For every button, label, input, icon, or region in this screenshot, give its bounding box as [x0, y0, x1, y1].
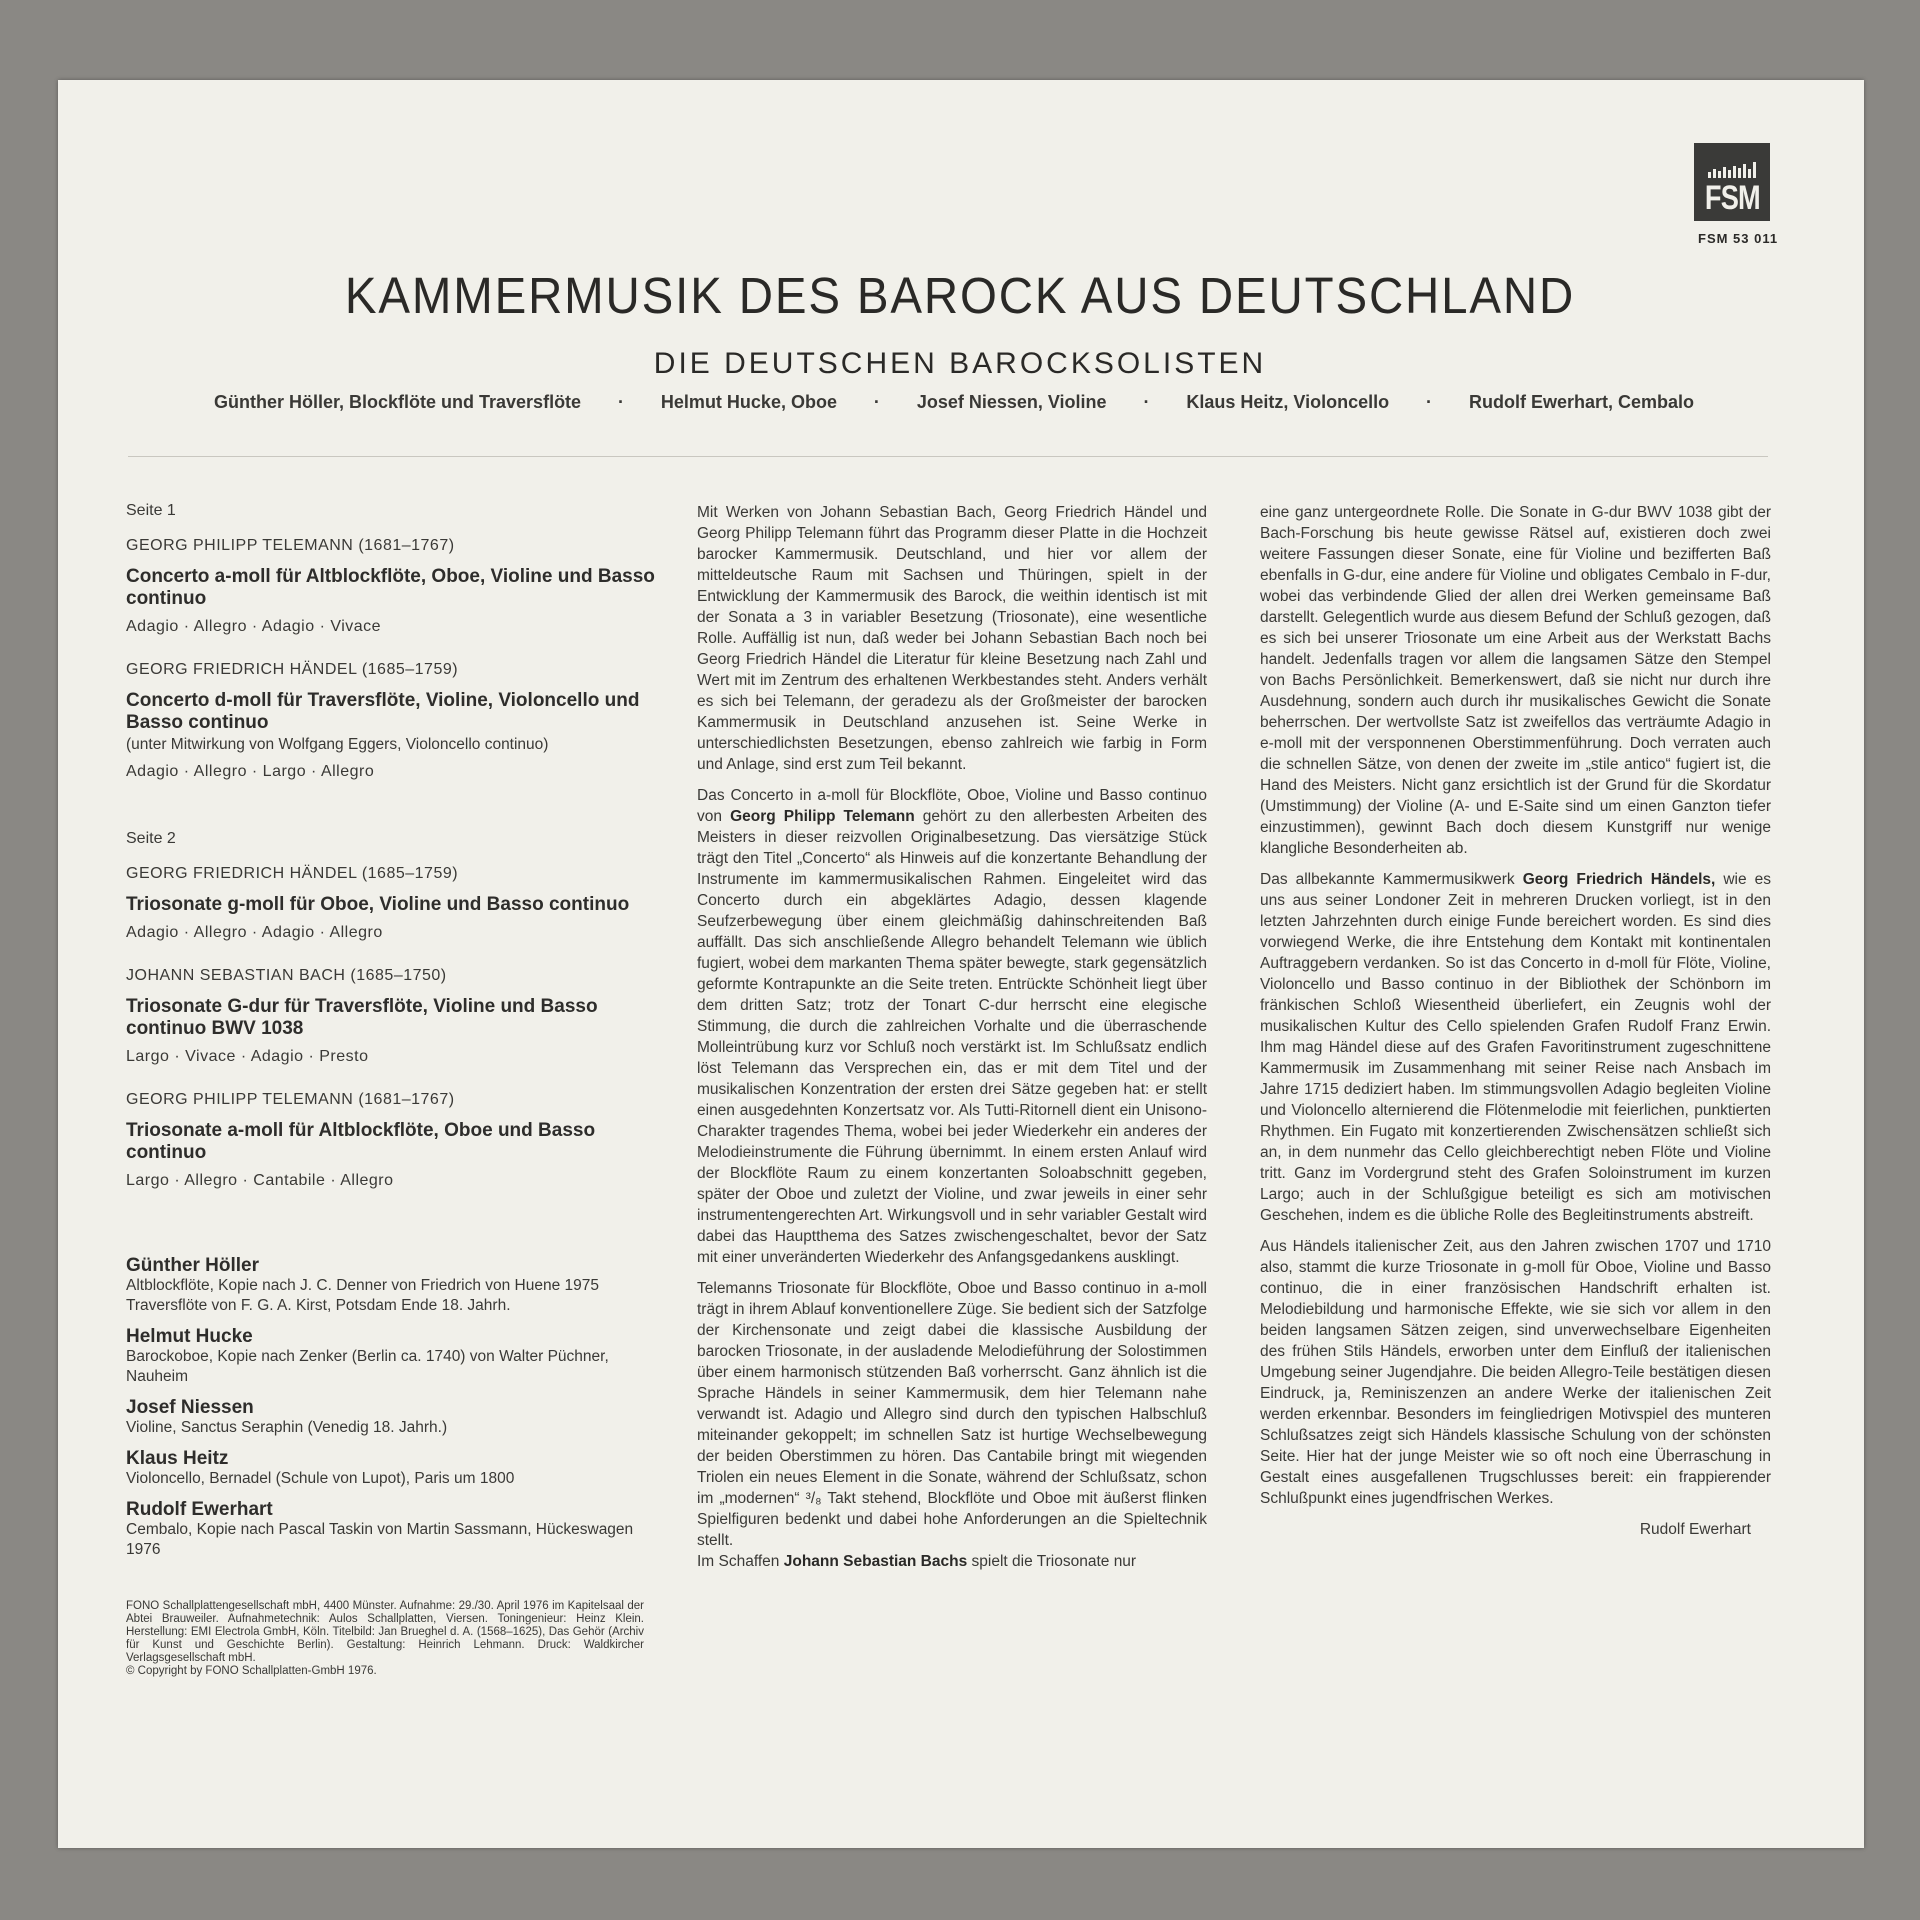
composer-years: (1681–1767) — [358, 1091, 455, 1108]
work-title: Triosonate a-moll für Altblockflöte, Oboe und Basso continuo — [126, 1120, 596, 1163]
composer-line — [126, 535, 656, 556]
separator-dot: · — [618, 392, 624, 412]
instrument-text: Altblockflöte, Kopie nach J. C. Denner von Friedrich von Huene 1975 — [126, 1277, 600, 1294]
bold-text: Johann Sebastian Bachs — [783, 1553, 968, 1570]
composer-name: GEORG FRIEDRICH HÄNDEL — [126, 661, 357, 678]
paragraph: Mit Werken von Johann Sebastian Bach, Georg Friedrich Händel und Georg Philipp Telemann führt das Programm dieser Platte in die Hochzeit barocker Kammermusik. Deutschland, und hier vor allem der mitteldeutsche Raum mit Sachsen und Thüringen, spielt in der Entwicklung der Kammermusik des Barock, die weithin identisch ist mit der Sonata a 3 in variabler Besetzung (Triosonate), eine wesentliche Rolle. Auffällig ist nun, daß weder bei Johann Sebastian Bach noch bei Georg Friedrich Händel die Literatur für kleine Besetzung nach Zahl und Wert mit im Zentrum des erhaltenen Werkbestandes steht. Anders verhält es sich bei Telemann, der geradezu als der Großmeister der barocken Kammermusik in Deutschland anzusehen ist. Seine Werke in unterschiedlichsten Besetzungen, ebenso zahlreich wie farbig in Form und Anlage, sind erst zum Teil bekannt. — [697, 504, 1207, 773]
performer-list — [214, 392, 1694, 413]
text: Das allbekannte Kammermusikwerk — [1260, 871, 1523, 888]
composer-name: GEORG PHILIPP TELEMANN — [126, 1091, 354, 1108]
production-credits — [126, 1600, 644, 1678]
performer: Klaus Heitz, Violoncello — [1186, 392, 1390, 412]
work-note: (unter Mitwirkung von Wolfgang Eggers, Violoncello continuo) — [126, 736, 549, 753]
paragraph: eine ganz untergeordnete Rolle. Die Sonate in G-dur BWV 1038 gibt der Bach-Forschung bis heute gewisse Rätsel auf, existieren doch zwei weitere Fassungen dieser Sonate, eine für Violine und bezifferten Baß ebenfalls in G-dur, eine andere für Violine und obligates Cembalo in F-dur, wobei das verbindende Glied der allen drei Werken gemeinsame Baß darstellt. Gelegentlich wurde aus diesem Befund der Schluß gezogen, daß es sich bei unserer Triosonate um eine Arbeit aus der Werkstatt Bachs handelt. Jedenfalls tragen vor allem die langsamen Sätze den Stempel von Bachs Persönlichkeit. Bemerkenswert, daß sie nicht nur durch ihre Ausdehnung, sondern auch durch ihr musikalisches Gewicht die Sonate beherrschen. Der wertvollste Satz ist zweifellos das verträumte Adagio in e-moll mit der versponnenen Oberstimmenführung. Doch verraten auch die schnellen Sätze, von denen der zweite im „stile antico“ fugiert ist, die Hand des Meisters. Nicht ganz ersichtlich ist der Grund für die Skordatur (Umstimmung) der Violine (A- und E-Saite sind um einen Ganzton tiefer einzustimmen), gewinnt Bach doch diesem Kunstgriff nur wenige klangliche Besonderheiten ab. — [1260, 504, 1771, 857]
paragraph — [697, 1551, 1207, 1572]
musician-name: Helmut Hucke — [126, 1326, 253, 1347]
work-title: Triosonate G-dur für Traversflöte, Violine und Basso continuo BWV 1038 — [126, 996, 598, 1039]
logo-bars-icon — [1708, 162, 1756, 178]
composer-line — [126, 1089, 656, 1110]
logo-text: FSM — [1704, 179, 1760, 217]
work-title: Concerto a-moll für Altblockflöte, Oboe, Violine und Basso continuo — [126, 566, 655, 609]
composer-line — [126, 659, 656, 680]
composer-name: GEORG PHILIPP TELEMANN — [126, 537, 354, 554]
side-label: Seite 1 — [126, 502, 176, 519]
musician-name: Josef Niessen — [126, 1397, 254, 1418]
performer: Rudolf Ewerhart, Cembalo — [1468, 392, 1694, 412]
text: spielt die Triosonate nur — [967, 1553, 1137, 1570]
musician-name: Klaus Heitz — [126, 1448, 229, 1469]
catalog-number: FSM 53 011 — [1698, 231, 1779, 246]
movements: Largo · Vivace · Adagio · Presto — [126, 1048, 369, 1065]
composer-years: (1685–1759) — [361, 865, 459, 882]
performer: Helmut Hucke, Oboe — [660, 392, 837, 412]
text: Das Concerto in a-moll für Blockflöte, Oboe, Violine und Basso continuo von — [697, 787, 1207, 825]
instrument-description: Barockoboe, Kopie nach Zenker (Berlin ca. 1740) von Walter Püchner, Nauheim — [126, 1348, 609, 1385]
credits-text: FONO Schallplattengesellschaft mbH, 4400 Münster. Aufnahme: 29./30. April 1976 im Kapitelsaal der Abtei Brauweiler. Aufnahmetechnik: Aulos Schallplatten, Viersen. Toningenieur: Heinz Klein. Herstellung: EMI Electrola GmbH, Köln. Titelbild: Jan Brueghel d. A. (1568–1625), Das Gehör (Archiv für Kunst und Geschichte Berlin). Gestaltung: Heinrich Lehmann. Druck: Waldkircher Verlagsgesellschaft mbH. — [126, 1600, 644, 1664]
paragraph: Telemanns Triosonate für Blockflöte, Oboe und Basso continuo in a-moll trägt in ihrem Ablauf konventionellere Züge. Sie bedient sich der Satzfolge der Kirchensonate und zeigt dabei die klassische Ausbildung der barocken Triosonate, in der ausladende Melodieführung der Solostimmen über einem harmonisch stützenden Baß vorherrscht. Ganz ähnlich ist die Sprache Händels in seiner Kammermusik, dem hier Telemann nahe verwandt ist. Adagio und Allegro sind durch den typischen Halbschluß miteinander gekoppelt; im schnellen Satz ist hurtige Wechselbewegung der beiden Oberstimmen zu hören. Das Cantabile bringt mit wiegenden Triolen ein neues Element in die Sonate, während der Schlußsatz, schon im „modernen“ ³/₈ Takt stehend, Blockflöte und Oboe mit äußerst flinken Spielfiguren bedenkt und dabei hohe Anforderungen an die Spieltechnik stellt. — [697, 1280, 1207, 1549]
movements: Adagio · Allegro · Largo · Allegro — [126, 763, 375, 780]
work-entry — [126, 1089, 656, 1191]
instrument-description: Cembalo, Kopie nach Pascal Taskin von Martin Sassmann, Hückeswagen 1976 — [126, 1521, 634, 1558]
movements: Adagio · Allegro · Adagio · Allegro — [126, 924, 383, 941]
text: wie es uns aus seiner Londoner Zeit in mehreren Drucken vorliegt, ist in den letzten Jahrzehnten durch einige Funde bereichert worden. Es sind dies vorwiegend Werke, die ihre Entstehung dem Kontakt mit kontinentalen Auftraggebern verdanken. So ist das Concerto in d-moll für Flöte, Violine, Violoncello und Basso continuo in der Bibliothek der Schönborn im fränkischen Schloß Wiesentheid überliefert, ein Zeugnis wohl der musikalischen Kultur des Cello spielenden Grafen Rudolf Franz Erwin. Ihm mag Händel diese auf des Grafen Favoritinstrument zugeschnittene Kammermusik im Zusammenhang mit seiner Reise nach Ansbach im Jahre 1715 dediziert haben. Im stimmungsvollen Adagio begleiten Violine und Violoncello alternierend die Flötenmelodie mit feierlichen, punktierten Rhythmen. Ein Fugato mit konzertierenden Zwischensätzen schließt sich an, in dem nunmehr das Cello gleichberechtigt neben Flöte und Violine tritt. Ganz im Vordergrund steht des Grafen Soloinstrument im kurzen Largo; auch in der Schlußgigue beteiligt es sich am motivischen Geschehen, indem es die übliche Rolle des Begleitinstruments abstreift. — [1260, 871, 1771, 1224]
divider — [128, 456, 1768, 457]
work-title: Concerto d-moll für Traversflöte, Violine, Violoncello und Basso continuo — [126, 690, 640, 733]
paragraph — [1260, 869, 1771, 1226]
instrument-description: Violoncello, Bernadel (Schule von Lupot), Paris um 1800 — [126, 1470, 515, 1487]
liner-notes-column-2 — [697, 502, 1207, 1582]
paragraph: Aus Händels italienischer Zeit, aus den Jahren zwischen 1707 und 1710 also, stammt die kurze Triosonate in g-moll für Oboe, Violine und Basso continuo, die in einer französischen Handschrift erhalten ist. Melodiebildung und harmonische Effekte, wie sie sich vor allem in den beiden langsamen Sätzen zeigen, sind unverwechselbare Eigenheiten des frühen Stils Händels, erworben unter dem Einfluß der italienischen Umgebung seiner Jugendjahre. Die beiden Allegro-Teile bestätigen diesen Eindruck, ja, Reminiszenzen an andere Werke der italienischen Zeit werden erkennbar. Besonders im feingliedrigen Motivspiel des munteren Schlußsatzes zeigt sich Händels klassische Schulung von der schönsten Seite. Hier hat der junge Meister wie so oft noch eine Überraschung in Gestalt eines ausgefallenen Trugschlusses bereit: ein frappierender Schlußpunkt eines jugendfrischen Werkes. — [1260, 1238, 1771, 1507]
text: gehört zu den allerbesten Arbeiten des Meisters in dieser reizvollen Originalbesetzung. Das viersätzige Stück trägt den Titel „Concerto“ als Hinweis auf die konzertante Behandlung der Instrumente im kammermusikalischen Rahmen. Eingeleitet wird das Concerto durch ein abgeklärtes Adagio, dessen klagende Seufzerbewegung über einem gleichmäßig dahinschreitenden Baß auffällt. Das sich anschließende Allegro behandelt Telemann wie üblich fugiert, wobei dem markanten Thema später bewegte, stark gegensätzlich geformte Kontrapunkte an die Seite treten. Entrückte Schönheit liegt über dem dritten Satz; trotz der Tonart C-dur herrscht eine elegische Stimmung, die durch die zahlreichen Vorhalte und die überraschende Molleintrübung kurz vor Schluß noch verstärkt ist. Im Schlußsatz endlich löst Telemann das Versprechen ein, das er mit dem Titel und der musikalischen Konzentration der ersten drei Sätze gegeben hat: er stellt einen ausgedehnten Konzertsatz vor. Als Tutti-Ritornell dient ein Unisono-Charakter tragendes Thema, wobei bei jeder Wiederkehr ein anderes der Melodieinstrumente die Führung übernimmt. In einem ersten Anlauf wird der Blockflöte Raum zu einem konzertanten Soloabschnitt gegeben, später der Oboe und zuletzt der Violine, und zwar jeweils in einer sehr instrumentengerechten Art. Wirkungsvoll und in sehr variabler Gestalt wird dabei das Hauptthema des Satzes zwischengeschaltet, bevor der Satz mit einer unveränderten Wiederkehr des Anfangsgedankens ausklingt. — [697, 808, 1207, 1266]
performer: Günther Höller, Blockflöte und Traversflöte — [214, 392, 582, 412]
side-label: Seite 2 — [126, 830, 176, 847]
bold-text: Georg Philipp Telemann — [730, 808, 915, 825]
copyright-text: © Copyright by FONO Schallplatten-GmbH 1976. — [126, 1665, 377, 1677]
instrument-description: Violine, Sanctus Seraphin (Venedig 18. Jahrh.) — [126, 1419, 448, 1436]
composer-years: (1685–1759) — [361, 661, 459, 678]
author-signature: Rudolf Ewerhart — [1639, 1521, 1751, 1538]
paragraph — [697, 785, 1207, 1268]
work-entry — [126, 659, 656, 782]
movements: Largo · Allegro · Cantabile · Allegro — [126, 1172, 394, 1189]
instrument-text: Traversflöte von F. G. A. Kirst, Potsdam Ende 18. Jahrh. — [126, 1297, 511, 1314]
work-entry — [126, 965, 656, 1067]
separator-dot: · — [1143, 392, 1150, 412]
composer-name: GEORG FRIEDRICH HÄNDEL — [126, 865, 357, 882]
composer-years: (1685–1750) — [350, 967, 447, 984]
work-entry — [126, 863, 656, 943]
performer: Josef Niessen, Violine — [916, 392, 1107, 412]
musician-name: Rudolf Ewerhart — [126, 1499, 273, 1520]
instrument-description — [126, 1276, 656, 1316]
composer-line — [126, 863, 656, 884]
album-title: KAMMERMUSIK DES BAROCK AUS DEUTSCHLAND — [344, 267, 1576, 324]
separator-dot: · — [873, 392, 880, 412]
tracklist-column — [126, 500, 656, 1678]
musician-name: Günther Höller — [126, 1255, 260, 1276]
bold-text: Georg Friedrich Händels, — [1522, 871, 1716, 888]
work-entry — [126, 535, 656, 637]
separator-dot: · — [1426, 392, 1433, 412]
liner-notes-column-3 — [1260, 502, 1771, 1540]
composer-years: (1681–1767) — [358, 537, 455, 554]
work-title: Triosonate g-moll für Oboe, Violine und Basso continuo — [126, 894, 630, 915]
composer-line — [126, 965, 656, 986]
ensemble-name: DIE DEUTSCHEN BAROCKSOLISTEN — [653, 347, 1267, 380]
text: Im Schaffen — [697, 1553, 784, 1570]
fsm-logo — [1694, 143, 1770, 221]
movements: Adagio · Allegro · Adagio · Vivace — [126, 618, 382, 635]
composer-name: JOHANN SEBASTIAN BACH — [126, 967, 346, 984]
